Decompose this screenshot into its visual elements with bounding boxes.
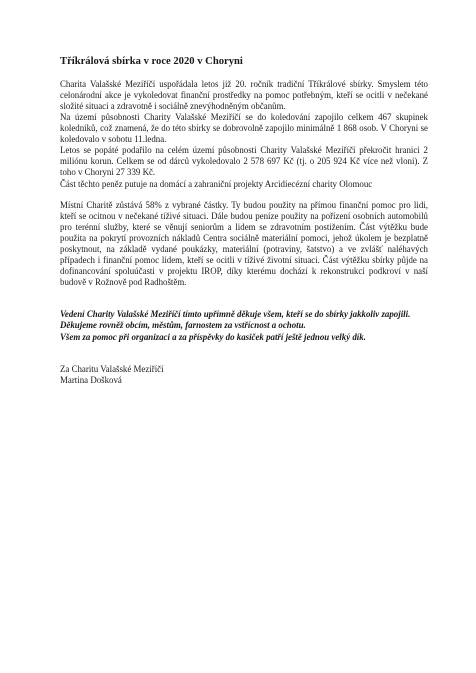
intro-paragraph-3: Letos se popáté podařilo na celém území působnosti Charity Valašské Meziříčí překročit hranici 2 miliónu korun. Celkem se od dárců vykoledovalo 2 578 697 Kč (tj. o 205 924 Kč více než vloni). Z toho v Choryni 27 339 Kč. xyxy=(60,145,428,178)
thanks-paragraph-2: Všem za pomoc při organizaci a za příspěvky do kasiček patří ještě jednou velký dík. xyxy=(60,331,366,342)
letter-page xyxy=(60,56,428,387)
document-title: Tříkrálová sbírka v roce 2020 v Choryni xyxy=(60,56,243,67)
intro-paragraph-1: Charita Valašské Meziříčí uspořádala letos již 20. ročník tradiční Tříkrálové sbírky. Smyslem této celonárodní akce je vykoledovat finanční prostředky na pomoc potřebným, kteří se ocitli v nečekané složité situaci a zdravotně i sociálně znevýhodněným občanům. xyxy=(60,78,428,111)
signature-organization: Za Charitu Valašské Meziříčí xyxy=(60,363,164,374)
signature-name: Martina Došková xyxy=(60,375,122,386)
body-paragraph: Místní Charitě zůstává 58% z vybrané částky. Ty budou použity na přímou finanční pomoc pro lidi, kteří se ocitnou v nečekané tíživé situaci. Dále budou peníze použity na pořízení osobních automobilů pro terénní služby, které se věnují seniorům a lidem se zdravotním postižením. Část výtěžku bude použita na pokrytí provozních nákladů Centra sociálně materiální pomoci, jehož úkolem je bezplatně poskytnout, na základě vydané poukázky, materiální (potraviny, šatstvo) a ve zvlášť naléhavých případech i finanční pomoc lidem, kteří se ocitli v tíživé životní situaci. Část výtěžku sbírky půjde na dofinancování spoluúčasti v projektu IROP, díky kterému dochází k rekonstrukci podkroví v naší budově v Rožnově pod Radhoštěm. xyxy=(60,199,428,288)
thanks-paragraph-1: Vedení Charity Valašské Meziříčí tímto upřímně děkuje všem, kteří se do sbírky jakkoliv zapojili. Děkujeme rovněž obcím, městům, farnostem za vstřícnost a ochotu. xyxy=(60,309,411,331)
spacer xyxy=(60,190,428,200)
spacer xyxy=(60,343,428,364)
thanks-section xyxy=(60,309,428,342)
intro-paragraph-4: Část těchto peněz putuje na domácí a zahraniční projekty Arcidiecézní charity Olomouc xyxy=(60,178,373,189)
intro-paragraph-2: Na území působnosti Charity Valašské Meziříčí se do koledování zapojilo celkem 467 skupinek koledníků, což znamená, že do této sbírky se dobrovolně zapojilo minimálně 1 868 osob. V Choryni se koledovalo v sobotu 11.ledna. xyxy=(60,111,428,145)
spacer xyxy=(60,288,428,309)
signature-block xyxy=(60,364,428,387)
